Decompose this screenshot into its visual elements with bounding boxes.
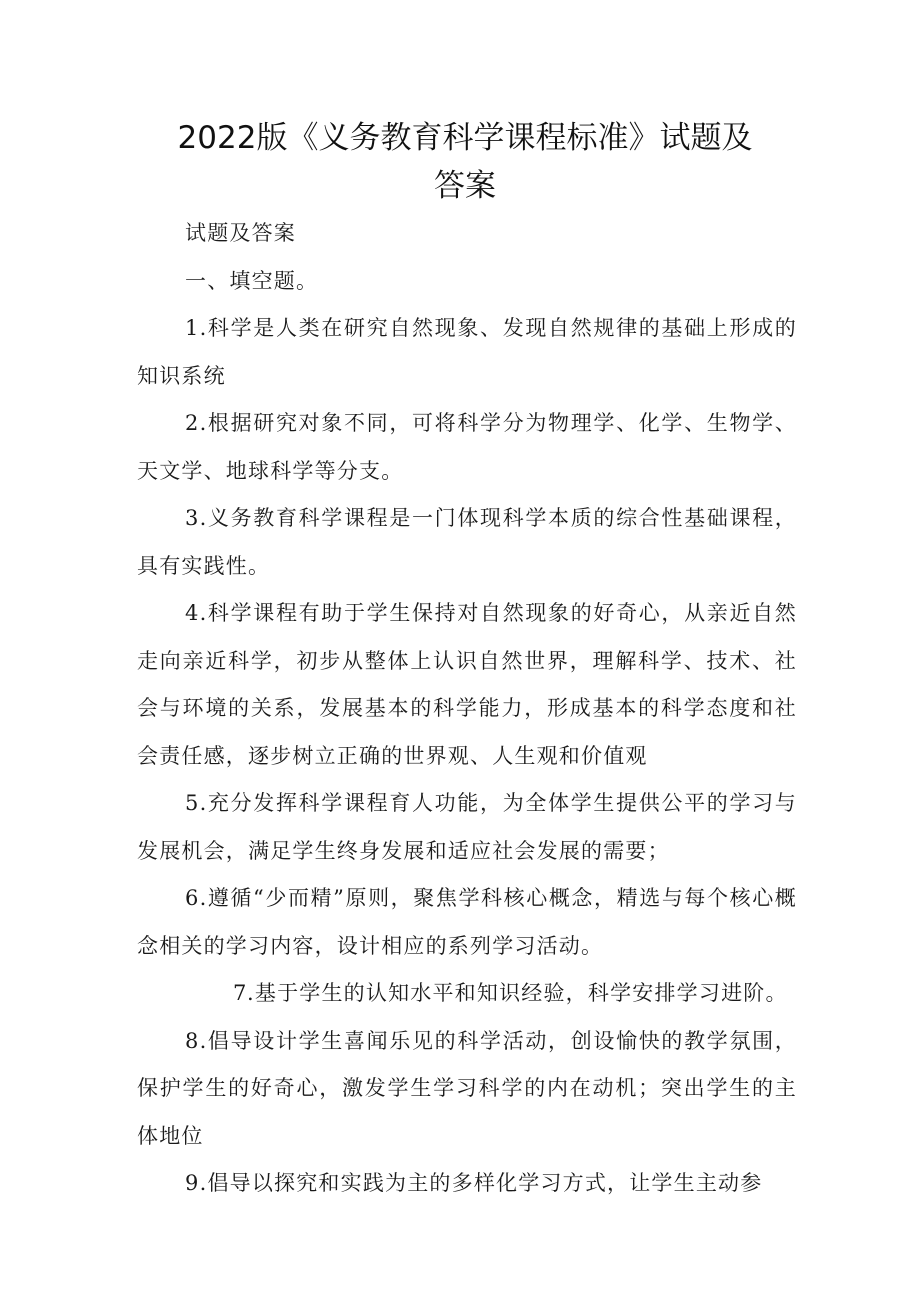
section-heading: 一、填空题。 xyxy=(185,268,319,293)
question-text: .充分发挥科学课程育人功能，为全体学生提供公平的学习与发展机会，满足学生终身发展和适应社会发展的需要； xyxy=(137,791,797,863)
question-text: .科学课程有助于学生保持对自然现象的好奇心，从亲近自然走向亲近科学，初步从整体上认识自然世界，理解科学、技术、社会与环境的关系，发展基本的科学能力，形成基本的科学态度和社会责任感，逐步树立正确的世界观、人生观和价值观 xyxy=(137,601,797,768)
question-number: 4 xyxy=(185,601,200,625)
question-item-7 xyxy=(137,970,797,1018)
question-item-1 xyxy=(137,305,797,400)
question-number: 3 xyxy=(185,506,200,530)
question-number: 7 xyxy=(233,981,248,1005)
question-text: .科学是人类在研究自然现象、发现自然规律的基础上形成的知识系统 xyxy=(137,316,797,388)
question-item-5 xyxy=(137,780,797,875)
question-item-3 xyxy=(137,495,797,590)
question-number: 9 xyxy=(185,1171,200,1195)
question-number: 6 xyxy=(185,886,200,910)
question-text: .义务教育科学课程是一门体现科学本质的综合性基础课程，具有实践性。 xyxy=(137,506,797,578)
question-number: 1 xyxy=(185,316,200,340)
document-title-line-2: 答案 xyxy=(434,168,496,204)
question-number: 8 xyxy=(185,1028,200,1053)
question-text: .基于学生的认知水平和知识经验，科学安排学习进阶。 xyxy=(247,981,788,1005)
question-text: .遵循“少而精”原则，聚焦学科核心概念，精选与每个核心概念相关的学习内容，设计相应的系列学习活动。 xyxy=(137,886,797,958)
question-text: .根据研究对象不同，可将科学分为物理学、化学、生物学、天文学、地球科学等分支。 xyxy=(137,411,797,483)
document-body xyxy=(137,210,797,1208)
question-item-8 xyxy=(137,1018,797,1161)
question-number: 5 xyxy=(185,791,200,815)
question-item-9 xyxy=(137,1160,797,1208)
document-title-line-1: 2022版《义务教育科学课程标准》试题及 xyxy=(177,120,753,156)
question-item-2 xyxy=(137,400,797,495)
subtitle: 试题及答案 xyxy=(185,221,296,245)
question-text: .倡导设计学生喜闻乐见的科学活动，创设愉快的教学氛围，保护学生的好奇心，激发学生学习科学的内在动机；突出学生的主体地位 xyxy=(137,1028,797,1148)
question-text: .倡导以探究和实践为主的多样化学习方式，让学生主动参 xyxy=(199,1171,763,1195)
question-item-6 xyxy=(137,875,797,970)
question-number: 2 xyxy=(185,411,200,435)
question-item-4 xyxy=(137,590,797,780)
